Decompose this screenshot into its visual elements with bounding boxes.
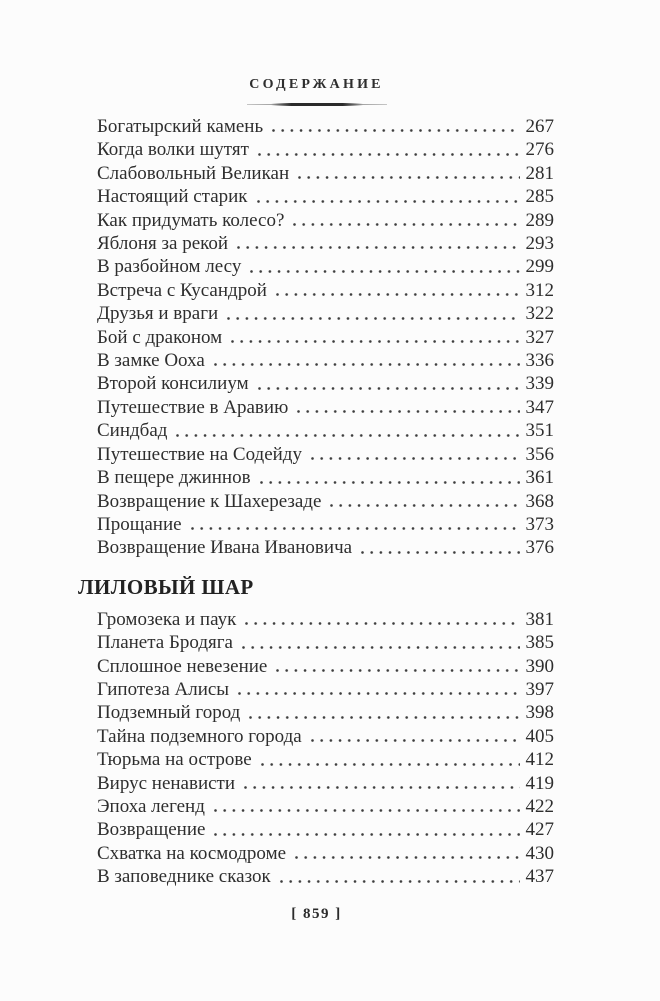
dot-leader bbox=[258, 153, 520, 156]
toc-entry bbox=[78, 396, 555, 419]
dot-leader bbox=[257, 200, 520, 203]
toc-entry-title: Второй консилиум bbox=[97, 373, 249, 395]
toc-entry-page-number: 336 bbox=[525, 350, 554, 372]
toc-entry bbox=[78, 279, 555, 302]
dot-leader bbox=[330, 504, 519, 507]
toc-entry-title: Богатырский камень bbox=[97, 116, 264, 137]
toc-entry-page-number: 361 bbox=[525, 467, 554, 489]
dot-leader bbox=[214, 833, 519, 836]
toc-entry-title: Гипотеза Алисы bbox=[97, 678, 230, 700]
toc-entry-page-number: 397 bbox=[525, 678, 554, 700]
toc-entry bbox=[78, 795, 555, 818]
toc-entry bbox=[78, 678, 555, 701]
toc-entry bbox=[78, 631, 555, 654]
dot-leader bbox=[276, 293, 520, 296]
dot-leader bbox=[298, 176, 519, 179]
dot-leader bbox=[238, 692, 519, 695]
toc-entry-title: Эпоха легенд bbox=[97, 795, 205, 817]
dot-leader bbox=[293, 223, 519, 226]
toc-entry-title: Возвращение bbox=[97, 819, 206, 841]
toc-entry-page-number: 281 bbox=[525, 162, 554, 184]
folio-page-number: [ 859 ] bbox=[291, 905, 342, 922]
toc-entry-page-number: 430 bbox=[525, 842, 554, 864]
toc-entry-title: Вирус ненависти bbox=[97, 772, 236, 794]
toc-entry-title: Яблоня за рекой bbox=[97, 233, 229, 255]
dot-leader bbox=[214, 809, 520, 812]
toc-entry bbox=[78, 772, 555, 795]
toc-entry-page-number: 322 bbox=[525, 303, 554, 325]
toc-entry-page-number: 381 bbox=[525, 608, 554, 630]
table-of-contents bbox=[78, 115, 555, 889]
toc-entry-page-number: 347 bbox=[525, 396, 554, 418]
divider-thick-rule bbox=[271, 103, 363, 106]
dot-leader bbox=[260, 481, 520, 484]
dot-leader bbox=[280, 880, 520, 883]
dot-leader bbox=[249, 716, 519, 719]
toc-entry-title: Прощание bbox=[97, 513, 182, 535]
toc-entry-page-number: 390 bbox=[525, 655, 554, 677]
toc-entry-title: Возвращение к Шахерезаде bbox=[97, 490, 322, 512]
toc-entry-page-number: 422 bbox=[525, 795, 554, 817]
toc-entry-title: Схватка на космодроме bbox=[97, 842, 287, 864]
dot-leader bbox=[258, 387, 520, 390]
toc-entry bbox=[78, 255, 555, 278]
toc-entry-title: Возвращение Ивана Ивановича bbox=[97, 537, 353, 559]
toc-entry-title: Подземный город bbox=[97, 702, 241, 724]
toc-entry-page-number: 398 bbox=[525, 702, 554, 724]
toc-entry bbox=[78, 443, 555, 466]
toc-entry-page-number: 373 bbox=[525, 513, 554, 535]
toc-entry-title: В пещере джиннов bbox=[97, 467, 251, 489]
toc-entry-title: Синдбад bbox=[97, 420, 168, 442]
toc-entry-title: Тюрьма на острове bbox=[97, 749, 252, 771]
toc-entry bbox=[78, 536, 555, 559]
toc-entry-page-number: 351 bbox=[525, 420, 554, 442]
dot-leader bbox=[276, 669, 519, 672]
toc-entry-page-number: 412 bbox=[525, 749, 554, 771]
toc-entry-page-number: 427 bbox=[525, 819, 554, 841]
section-heading: ЛИЛОВЫЙ ШАР bbox=[78, 574, 254, 599]
dot-leader bbox=[272, 129, 519, 132]
dot-leader bbox=[242, 646, 520, 649]
dot-leader bbox=[244, 786, 519, 789]
title-divider bbox=[247, 102, 387, 107]
toc-entry-page-number: 405 bbox=[525, 725, 554, 747]
toc-entry-title: Настоящий старик bbox=[97, 186, 248, 208]
toc-entry-page-number: 376 bbox=[525, 537, 554, 559]
dot-leader bbox=[214, 363, 520, 366]
toc-entry bbox=[78, 842, 555, 865]
toc-entry-page-number: 285 bbox=[525, 186, 554, 208]
toc-entry bbox=[78, 490, 555, 513]
toc-entry bbox=[78, 115, 555, 138]
dot-leader bbox=[237, 246, 519, 249]
toc-section bbox=[78, 115, 555, 560]
dot-leader bbox=[231, 340, 519, 343]
toc-entry bbox=[78, 326, 555, 349]
toc-entry-page-number: 419 bbox=[525, 772, 554, 794]
dot-leader bbox=[191, 527, 520, 530]
toc-entry bbox=[78, 162, 555, 185]
toc-entry-title: В замке Ооха bbox=[97, 350, 205, 372]
toc-entry-page-number: 368 bbox=[525, 490, 554, 512]
dot-leader bbox=[176, 434, 519, 437]
dot-leader bbox=[311, 739, 520, 742]
toc-entry-title: Путешествие в Аравию bbox=[97, 396, 289, 418]
toc-entry-title: В разбойном лесу bbox=[97, 256, 242, 278]
toc-entry bbox=[78, 818, 555, 841]
toc-entry bbox=[78, 419, 555, 442]
toc-entry-title: Тайна подземного города bbox=[97, 725, 302, 747]
toc-entry-title: Бой с драконом bbox=[97, 326, 223, 348]
toc-entry-title: Когда волки шутят bbox=[97, 139, 249, 161]
toc-entry-title: Путешествие на Содейду bbox=[97, 443, 302, 465]
dot-leader bbox=[250, 270, 519, 273]
page-title: СОДЕРЖАНИЕ bbox=[249, 77, 384, 92]
toc-entry-title: Друзья и враги bbox=[97, 303, 219, 325]
toc-entry-page-number: 385 bbox=[525, 632, 554, 654]
toc-entry bbox=[78, 209, 555, 232]
dot-leader bbox=[245, 622, 519, 625]
toc-entry bbox=[78, 232, 555, 255]
toc-entry-page-number: 356 bbox=[525, 443, 554, 465]
toc-entry bbox=[78, 748, 555, 771]
toc-entry-title: Встреча с Кусандрой bbox=[97, 279, 267, 301]
page-content bbox=[78, 0, 555, 923]
toc-entry bbox=[78, 655, 555, 678]
dot-leader bbox=[311, 457, 520, 460]
toc-entry-page-number: 339 bbox=[525, 373, 554, 395]
toc-entry-title: В заповеднике сказок bbox=[97, 866, 271, 888]
toc-section bbox=[78, 575, 555, 889]
toc-entry-page-number: 312 bbox=[525, 279, 554, 301]
toc-entry bbox=[78, 349, 555, 372]
toc-entry-page-number: 276 bbox=[525, 139, 554, 161]
dot-leader bbox=[361, 551, 519, 554]
dot-leader bbox=[227, 317, 519, 320]
toc-entry bbox=[78, 513, 555, 536]
toc-entry-page-number: 299 bbox=[525, 256, 554, 278]
toc-entry-title: Как придумать колесо? bbox=[97, 209, 285, 231]
toc-entry bbox=[78, 865, 555, 888]
dot-leader bbox=[295, 856, 519, 859]
toc-entry bbox=[78, 701, 555, 724]
toc-entry-page-number: 293 bbox=[525, 233, 554, 255]
toc-entry bbox=[78, 138, 555, 161]
toc-entry bbox=[78, 185, 555, 208]
toc-entry-page-number: 289 bbox=[525, 209, 554, 231]
toc-entry-page-number: 437 bbox=[525, 866, 554, 888]
toc-entry bbox=[78, 466, 555, 489]
toc-entry bbox=[78, 302, 555, 325]
toc-entry bbox=[78, 372, 555, 395]
dot-leader bbox=[297, 410, 519, 413]
toc-entry-title: Планета Бродяга bbox=[97, 632, 233, 654]
toc-entry-page-number: 267 bbox=[525, 116, 554, 137]
toc-entry-page-number: 327 bbox=[525, 326, 554, 348]
toc-entry-title: Громозека и паук bbox=[97, 608, 237, 630]
toc-entry bbox=[78, 608, 555, 631]
toc-entry-title: Слабовольный Великан bbox=[97, 162, 290, 184]
dot-leader bbox=[261, 763, 520, 766]
toc-entry-title: Сплошное невезение bbox=[97, 655, 268, 677]
toc-entry bbox=[78, 725, 555, 748]
